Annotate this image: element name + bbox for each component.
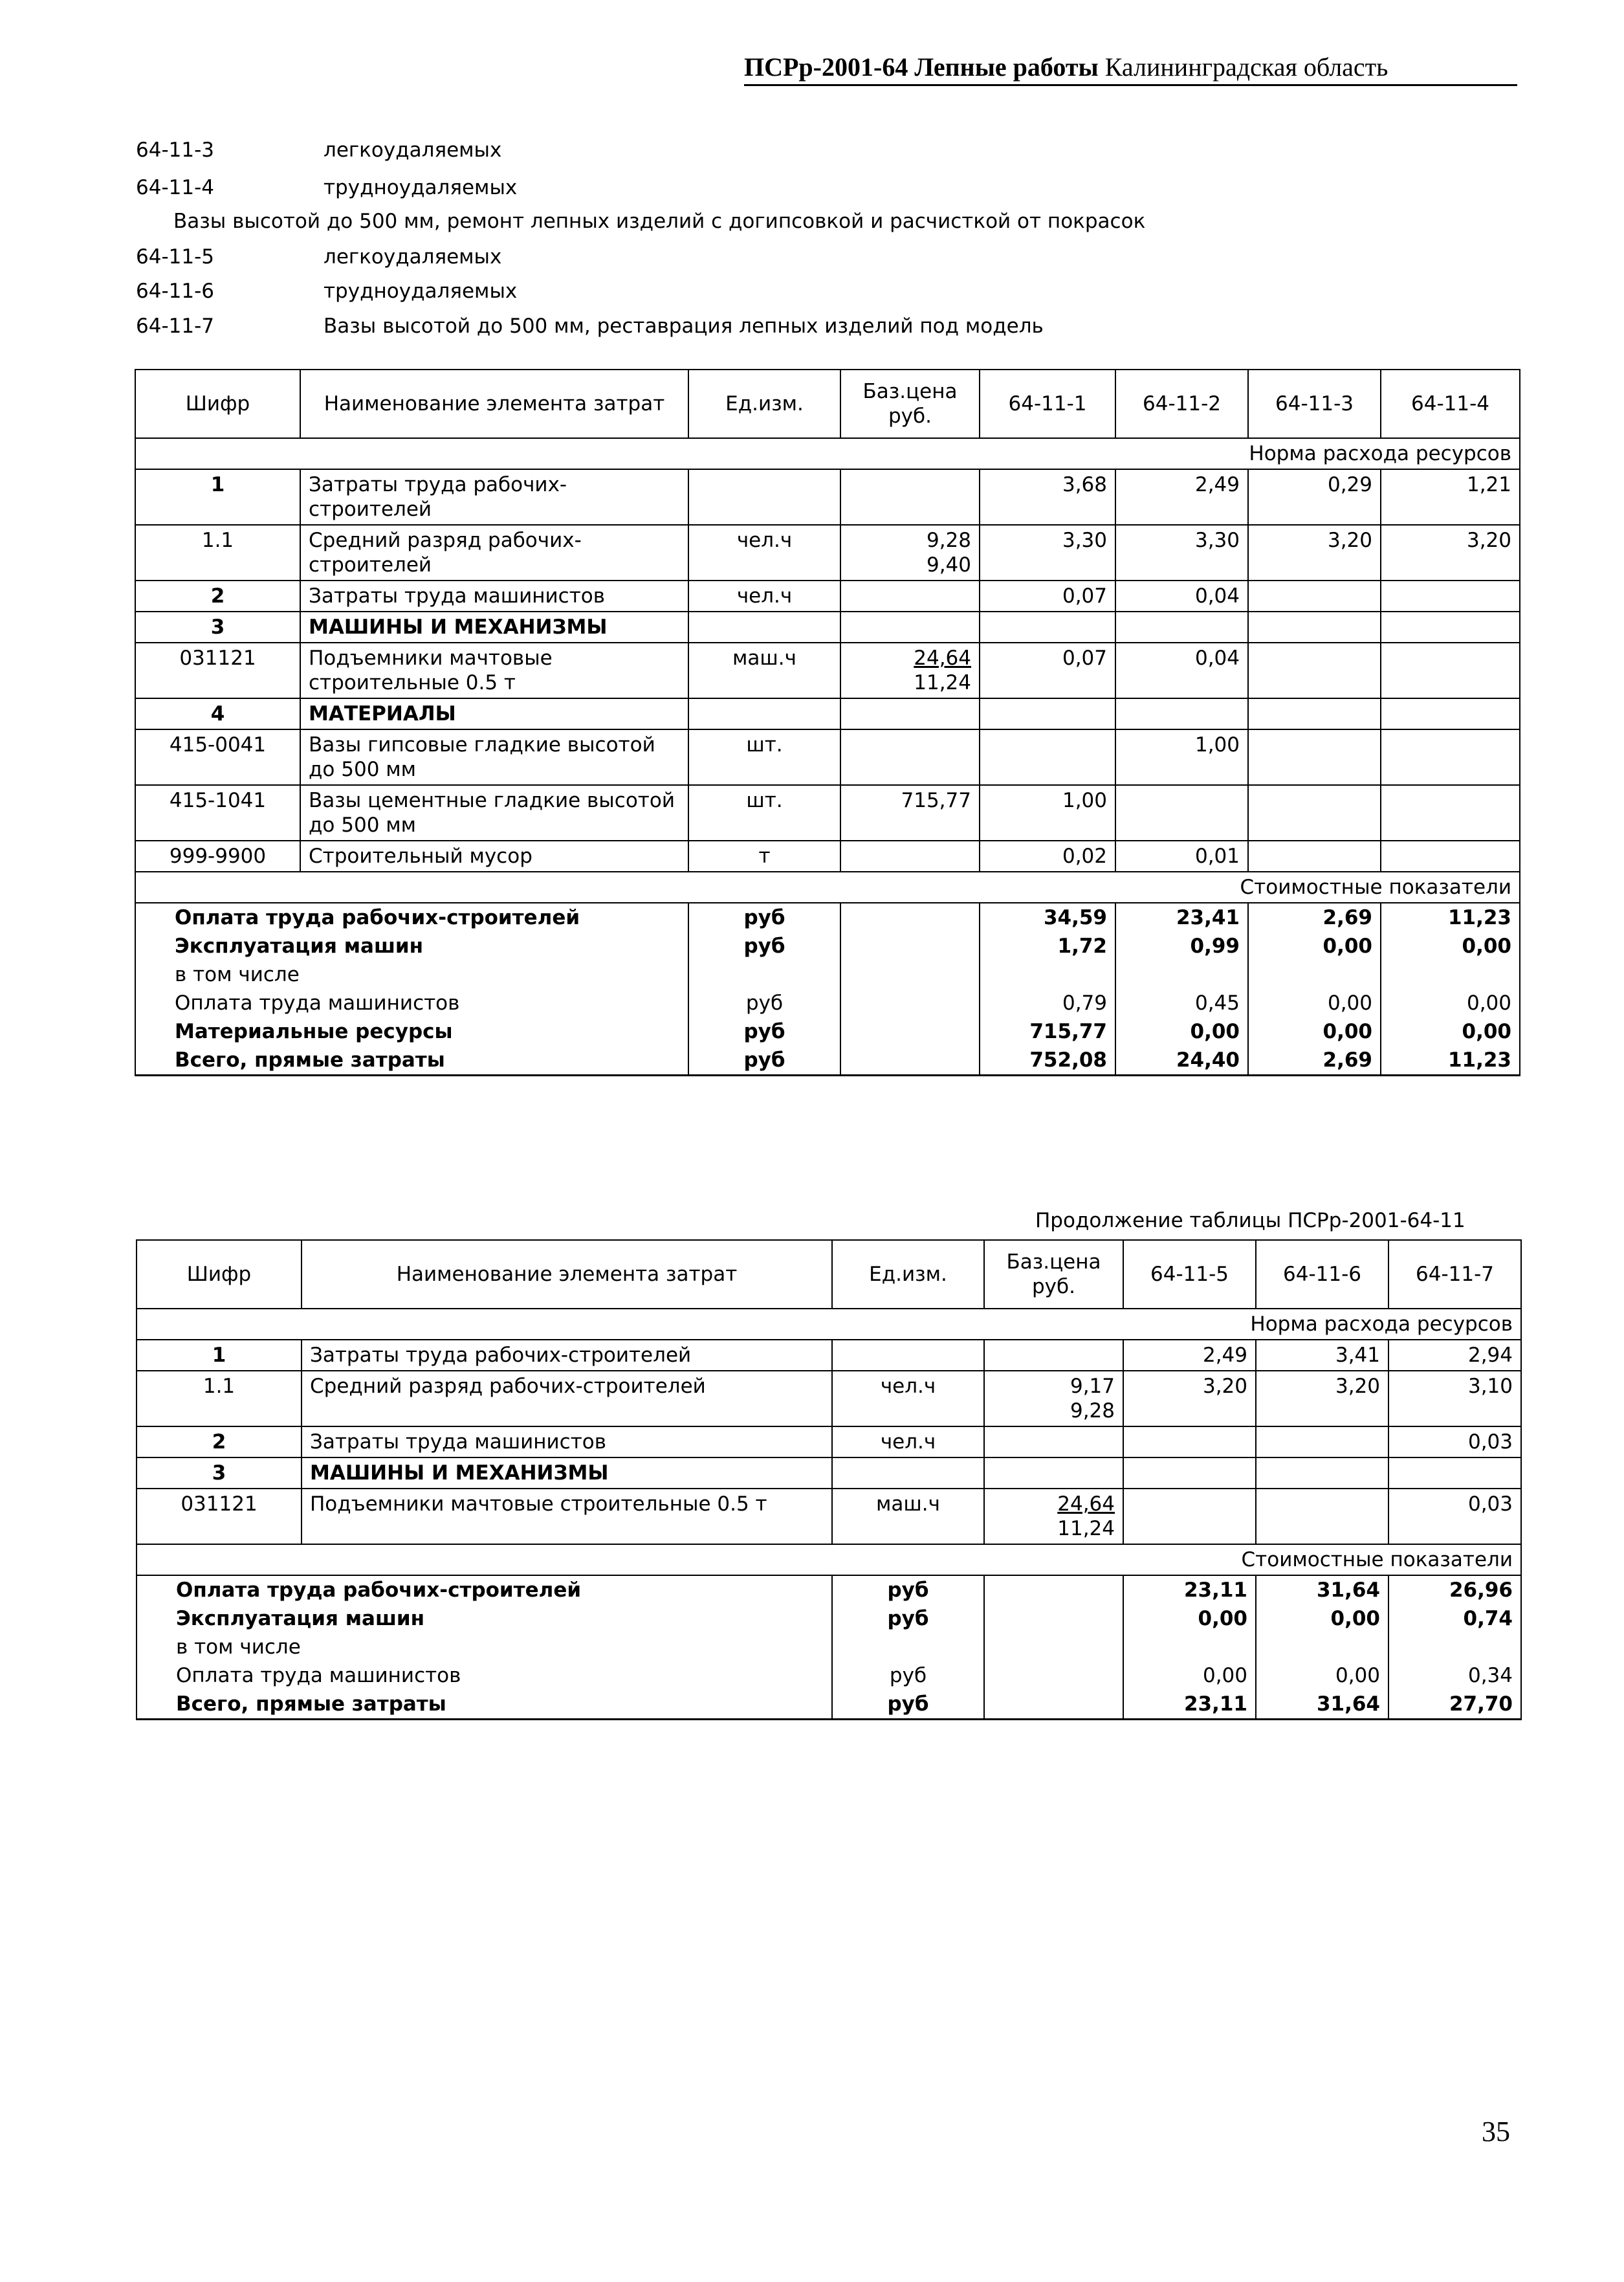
- norm-value: [980, 841, 1115, 872]
- row-unit: т: [688, 841, 840, 872]
- norm-value: [1381, 612, 1520, 643]
- totals-value: 0,00: [1248, 1017, 1381, 1046]
- totals-value: 1,72: [980, 932, 1115, 960]
- totals-unit: руб: [688, 1046, 840, 1076]
- norm-value: [1123, 1371, 1256, 1426]
- row-code: 1.1: [135, 525, 300, 581]
- totals-price: [984, 1604, 1123, 1633]
- row-code: 3: [137, 1457, 302, 1489]
- row-unit: шт.: [688, 785, 840, 841]
- resource-table-1: [135, 369, 1520, 1076]
- norm-value: [1381, 785, 1520, 841]
- row-unit: чел.ч: [688, 581, 840, 612]
- norm-value-main: 0,01: [1194, 845, 1240, 868]
- totals-price: [840, 1046, 980, 1076]
- totals-price: [840, 903, 980, 932]
- totals-label: в том числе: [135, 960, 688, 989]
- resource-table-2: [136, 1239, 1522, 1720]
- price-value: 9,17: [1070, 1375, 1115, 1398]
- table-row: [135, 643, 1520, 698]
- totals-label: Материальные ресурсы: [135, 1017, 688, 1046]
- intro-line: [173, 208, 1145, 234]
- totals-value: 0,00: [1123, 1661, 1256, 1690]
- norm-value: [1248, 525, 1381, 581]
- norm-value: [980, 525, 1115, 581]
- totals-label: Эксплуатация машин: [135, 932, 688, 960]
- totals-price: [840, 1017, 980, 1046]
- norm-title: Норма расхода ресурсов: [135, 438, 1520, 469]
- row-price: [840, 525, 980, 581]
- row-name: Затраты труда машинистов: [300, 581, 688, 612]
- totals-value: 23,11: [1123, 1690, 1256, 1720]
- row-code: 1: [135, 469, 300, 525]
- totals-value: 0,00: [1248, 989, 1381, 1017]
- row-unit: шт.: [688, 729, 840, 785]
- totals-value: 2,69: [1248, 1046, 1381, 1076]
- column-header: Ед.изм.: [688, 370, 840, 438]
- norm-value-main: 2,49: [1194, 473, 1240, 496]
- norm-value: [1248, 469, 1381, 525]
- norm-value-main: 1,21: [1466, 473, 1511, 496]
- totals-label: Оплата труда машинистов: [137, 1661, 832, 1690]
- column-header: Баз.цена руб.: [840, 370, 980, 438]
- norm-value: [1115, 643, 1248, 698]
- totals-value: 0,00: [1115, 1017, 1248, 1046]
- norm-value: [1123, 1489, 1256, 1544]
- row-name: МАТЕРИАЛЫ: [300, 698, 688, 729]
- totals-label: Эксплуатация машин: [137, 1604, 832, 1633]
- totals-label: Всего, прямые затраты: [135, 1046, 688, 1076]
- norm-value-main: 0,07: [1062, 647, 1107, 670]
- intro-text: легкоудаляемых: [324, 245, 502, 269]
- row-code: 1.1: [137, 1371, 302, 1426]
- row-code: 415-1041: [135, 785, 300, 841]
- norm-value-2: 3,30: [1062, 529, 1107, 552]
- norm-value-main: 3,68: [1062, 473, 1107, 496]
- row-code: 2: [135, 581, 300, 612]
- totals-value: 23,11: [1123, 1575, 1256, 1604]
- table-row: [137, 1371, 1521, 1426]
- norm-value: [1381, 581, 1520, 612]
- row-price: [840, 841, 980, 872]
- intro-code: 64-11-4: [136, 176, 214, 199]
- norm-value: [980, 785, 1115, 841]
- row-price: [984, 1489, 1123, 1544]
- norm-value: [1388, 1340, 1521, 1371]
- totals-value: 2,69: [1248, 903, 1381, 932]
- totals-unit: руб: [832, 1575, 984, 1604]
- totals-value: 0,99: [1115, 932, 1248, 960]
- norm-value: [1115, 525, 1248, 581]
- column-header: 64-11-5: [1123, 1240, 1256, 1309]
- row-name: Затраты труда рабочих-строителей: [300, 469, 688, 525]
- table-row: [135, 729, 1520, 785]
- row-name: Затраты труда рабочих-строителей: [302, 1340, 832, 1371]
- intro-line: [136, 137, 501, 163]
- norm-value: [1381, 469, 1520, 525]
- totals-value: 752,08: [980, 1046, 1115, 1076]
- row-price: [840, 612, 980, 643]
- row-unit: чел.ч: [832, 1371, 984, 1426]
- intro-text: Вазы высотой до 500 мм, реставрация лепных изделий под модель: [324, 315, 1044, 338]
- totals-row: [135, 960, 1520, 989]
- totals-value: 0,00: [1123, 1604, 1256, 1633]
- totals-value: 0,00: [1381, 932, 1520, 960]
- totals-unit: руб: [832, 1690, 984, 1720]
- intro-line: [136, 278, 517, 304]
- header-row: [137, 1240, 1521, 1309]
- row-unit: чел.ч: [832, 1426, 984, 1457]
- column-header: 64-11-3: [1248, 370, 1381, 438]
- table-row: [135, 612, 1520, 643]
- row-price: [984, 1371, 1123, 1426]
- column-header: Шифр: [135, 370, 300, 438]
- norm-value-main: 2,94: [1467, 1344, 1513, 1367]
- intro-text: легкоудаляемых: [324, 138, 502, 162]
- row-name: Затраты труда машинистов: [302, 1426, 832, 1457]
- norm-value-main: 3,41: [1335, 1344, 1380, 1367]
- norm-value-2: 3,30: [1194, 529, 1240, 552]
- norm-value: [1248, 729, 1381, 785]
- intro-code: 64-11-7: [136, 315, 214, 338]
- norm-value-main: 2,49: [1202, 1344, 1247, 1367]
- totals-value: 24,40: [1115, 1046, 1248, 1076]
- norm-value: [1115, 612, 1248, 643]
- row-code: 1: [137, 1340, 302, 1371]
- row-price: [840, 729, 980, 785]
- norm-value: [1256, 1340, 1388, 1371]
- table-row: [137, 1489, 1521, 1544]
- totals-row: [135, 1017, 1520, 1046]
- totals-unit: руб: [688, 1017, 840, 1046]
- row-price: [840, 785, 980, 841]
- section-title-row: [137, 1544, 1521, 1575]
- row-unit: [688, 698, 840, 729]
- intro-text: трудноудаляемых: [324, 280, 518, 303]
- norm-value: [980, 469, 1115, 525]
- row-unit: маш.ч: [688, 643, 840, 698]
- norm-value: [1248, 643, 1381, 698]
- row-name: Вазы цементные гладкие высотой до 500 мм: [300, 785, 688, 841]
- table-row: [135, 525, 1520, 581]
- row-price: [984, 1457, 1123, 1489]
- row-unit: маш.ч: [832, 1489, 984, 1544]
- norm-value: [1123, 1340, 1256, 1371]
- row-unit: чел.ч: [688, 525, 840, 581]
- intro-code: 64-11-6: [136, 280, 214, 303]
- table-row: [135, 581, 1520, 612]
- norm-value: [1115, 729, 1248, 785]
- row-name: Подъемники мачтовые строительные 0.5 т: [300, 643, 688, 698]
- totals-price: [840, 960, 980, 989]
- totals-label: в том числе: [137, 1633, 832, 1661]
- norm-value-main: 0,03: [1467, 1492, 1513, 1516]
- totals-value: 11,23: [1381, 1046, 1520, 1076]
- norm-value: [1256, 1371, 1388, 1426]
- section-title-row: [135, 872, 1520, 903]
- totals-value: 0,00: [1248, 932, 1381, 960]
- norm-value: [1388, 1371, 1521, 1426]
- norm-value: [1123, 1426, 1256, 1457]
- price-value-2: 9,28: [1070, 1399, 1115, 1423]
- totals-label: Всего, прямые затраты: [137, 1690, 832, 1720]
- price-value-2: 11,24: [1057, 1517, 1115, 1540]
- norm-value-main: 0,03: [1467, 1430, 1513, 1454]
- totals-price: [984, 1690, 1123, 1720]
- totals-value: 11,23: [1381, 903, 1520, 932]
- norm-value: [980, 729, 1115, 785]
- totals-price: [984, 1575, 1123, 1604]
- totals-value: 0,00: [1256, 1661, 1388, 1690]
- price-value: 715,77: [901, 789, 971, 812]
- norm-value: [1123, 1457, 1256, 1489]
- norm-value: [1381, 698, 1520, 729]
- totals-value: 715,77: [980, 1017, 1115, 1046]
- table-row: [135, 785, 1520, 841]
- row-code: 415-0041: [135, 729, 300, 785]
- row-name: Подъемники мачтовые строительные 0.5 т: [302, 1489, 832, 1544]
- norm-value-2: 3,20: [1335, 1375, 1380, 1398]
- table-row: [137, 1340, 1521, 1371]
- totals-row: [137, 1575, 1521, 1604]
- column-header: Наименование элемента затрат: [302, 1240, 832, 1309]
- norm-value: [980, 581, 1115, 612]
- intro-text: трудноудаляемых: [324, 176, 518, 199]
- price-value-2: 9,40: [926, 553, 971, 577]
- totals-price: [840, 989, 980, 1017]
- totals-value: 31,64: [1256, 1690, 1388, 1720]
- norm-value: [980, 612, 1115, 643]
- totals-row: [135, 932, 1520, 960]
- row-unit: [688, 469, 840, 525]
- totals-value: 0,00: [1256, 1604, 1388, 1633]
- totals-value: 34,59: [980, 903, 1115, 932]
- totals-value: 0,34: [1388, 1661, 1521, 1690]
- totals-row: [135, 903, 1520, 932]
- norm-value-main: 0,04: [1194, 584, 1240, 608]
- table-row: [135, 698, 1520, 729]
- row-price: [984, 1426, 1123, 1457]
- norm-value-main: 1,00: [1194, 733, 1240, 757]
- row-name: МАШИНЫ И МЕХАНИЗМЫ: [300, 612, 688, 643]
- norm-value: [1115, 785, 1248, 841]
- norm-value-main: 0,07: [1062, 584, 1107, 608]
- totals-unit: руб: [832, 1604, 984, 1633]
- norm-value: [1248, 581, 1381, 612]
- norm-value: [1248, 841, 1381, 872]
- totals-value: 0,74: [1388, 1604, 1521, 1633]
- totals-price: [984, 1633, 1123, 1661]
- row-code: 2: [137, 1426, 302, 1457]
- totals-value: [1381, 960, 1520, 989]
- row-name: МАШИНЫ И МЕХАНИЗМЫ: [302, 1457, 832, 1489]
- totals-label: Оплата труда рабочих-строителей: [137, 1575, 832, 1604]
- row-code: 3: [135, 612, 300, 643]
- table-row: [135, 469, 1520, 525]
- totals-value: [1123, 1633, 1256, 1661]
- intro-line: [136, 175, 517, 201]
- totals-price: [840, 932, 980, 960]
- norm-value-main: 3,20: [1327, 529, 1372, 552]
- row-price: [840, 643, 980, 698]
- norm-value: [1248, 698, 1381, 729]
- column-header: 64-11-4: [1381, 370, 1520, 438]
- norm-value: [1388, 1457, 1521, 1489]
- totals-unit: руб: [688, 903, 840, 932]
- norm-value: [1115, 841, 1248, 872]
- totals-value: 26,96: [1388, 1575, 1521, 1604]
- row-price: [840, 469, 980, 525]
- row-unit: [832, 1340, 984, 1371]
- totals-value: 0,45: [1115, 989, 1248, 1017]
- price-value: 24,64: [914, 647, 971, 670]
- row-price: [984, 1340, 1123, 1371]
- totals-row: [137, 1661, 1521, 1690]
- row-name: Строительный мусор: [300, 841, 688, 872]
- totals-value: 0,79: [980, 989, 1115, 1017]
- totals-value: 31,64: [1256, 1575, 1388, 1604]
- totals-value: [1115, 960, 1248, 989]
- totals-value: 0,00: [1381, 989, 1520, 1017]
- row-name: Средний разряд рабочих-строителей: [300, 525, 688, 581]
- column-header: 64-11-6: [1256, 1240, 1388, 1309]
- totals-unit: руб: [832, 1661, 984, 1690]
- norm-title: Норма расхода ресурсов: [137, 1309, 1521, 1340]
- header-row: [135, 370, 1520, 438]
- norm-value: [1115, 581, 1248, 612]
- norm-value-main: 0,04: [1194, 647, 1240, 670]
- totals-unit: руб: [688, 989, 840, 1017]
- row-price: [840, 581, 980, 612]
- row-price: [840, 698, 980, 729]
- totals-price: [984, 1661, 1123, 1690]
- row-unit: [688, 612, 840, 643]
- row-unit: [832, 1457, 984, 1489]
- totals-value: [1248, 960, 1381, 989]
- totals-value: 0,00: [1381, 1017, 1520, 1046]
- norm-value: [1256, 1457, 1388, 1489]
- section-title-row: [137, 1309, 1521, 1340]
- cost-title: Стоимостные показатели: [137, 1544, 1521, 1575]
- price-value: 9,28: [926, 529, 971, 552]
- norm-value: [1248, 785, 1381, 841]
- table-row: [137, 1426, 1521, 1457]
- norm-value-main: 3,20: [1466, 529, 1511, 552]
- norm-value: [980, 643, 1115, 698]
- continuation-note: Продолжение таблицы ПСРр-2001-64-11: [1035, 1209, 1465, 1232]
- table-row: [137, 1457, 1521, 1489]
- intro-code: 64-11-5: [136, 245, 214, 269]
- norm-value: [1381, 525, 1520, 581]
- row-code: 4: [135, 698, 300, 729]
- norm-value: [1115, 469, 1248, 525]
- norm-value-main: 3,10: [1467, 1375, 1513, 1398]
- norm-value-2: 3,20: [1202, 1375, 1247, 1398]
- totals-label: Оплата труда машинистов: [135, 989, 688, 1017]
- totals-unit: [688, 960, 840, 989]
- totals-value: 23,41: [1115, 903, 1248, 932]
- totals-row: [135, 1046, 1520, 1076]
- column-header: Наименование элемента затрат: [300, 370, 688, 438]
- column-header: Ед.изм.: [832, 1240, 984, 1309]
- header-region: Калининградская область: [1104, 52, 1388, 82]
- totals-unit: руб: [688, 932, 840, 960]
- norm-value: [1381, 729, 1520, 785]
- norm-value: [1388, 1426, 1521, 1457]
- totals-value: [1388, 1633, 1521, 1661]
- norm-value: [1381, 841, 1520, 872]
- intro-code: 64-11-3: [136, 138, 214, 162]
- row-code: 031121: [135, 643, 300, 698]
- section-title-row: [135, 438, 1520, 469]
- price-value: 24,64: [1057, 1492, 1115, 1516]
- norm-value: [1256, 1426, 1388, 1457]
- totals-row: [137, 1604, 1521, 1633]
- totals-label: Оплата труда рабочих-строителей: [135, 903, 688, 932]
- column-header: 64-11-1: [980, 370, 1115, 438]
- totals-row: [135, 989, 1520, 1017]
- column-header: 64-11-2: [1115, 370, 1248, 438]
- norm-value: [1248, 612, 1381, 643]
- norm-value: [1115, 698, 1248, 729]
- norm-value-main: 1,00: [1062, 789, 1107, 812]
- column-header: 64-11-7: [1388, 1240, 1521, 1309]
- totals-row: [137, 1633, 1521, 1661]
- row-code: 031121: [137, 1489, 302, 1544]
- intro-line: [136, 244, 501, 270]
- norm-value: [1381, 643, 1520, 698]
- totals-unit: [832, 1633, 984, 1661]
- totals-value: [980, 960, 1115, 989]
- cost-title: Стоимостные показатели: [135, 872, 1520, 903]
- intro-text: Вазы высотой до 500 мм, ремонт лепных изделий с догипсовкой и расчисткой от покрасок: [173, 210, 1146, 233]
- price-value-2: 11,24: [914, 671, 971, 694]
- row-name: Вазы гипсовые гладкие высотой до 500 мм: [300, 729, 688, 785]
- norm-value-main: 0,29: [1327, 473, 1372, 496]
- norm-value: [980, 698, 1115, 729]
- totals-row: [137, 1690, 1521, 1720]
- page-header: [744, 50, 1517, 86]
- norm-value: [1388, 1489, 1521, 1544]
- table-row: [135, 841, 1520, 872]
- norm-value-main: 0,02: [1062, 845, 1107, 868]
- column-header: Баз.цена руб.: [984, 1240, 1123, 1309]
- row-code: 999-9900: [135, 841, 300, 872]
- totals-value: 27,70: [1388, 1690, 1521, 1720]
- header-code: ПСРр-2001-64 Лепные работы: [744, 52, 1099, 82]
- page-number: 35: [1482, 2116, 1510, 2147]
- intro-line: [136, 313, 1044, 339]
- column-header: Шифр: [137, 1240, 302, 1309]
- row-name: Средний разряд рабочих-строителей: [302, 1371, 832, 1426]
- totals-value: [1256, 1633, 1388, 1661]
- norm-value: [1256, 1489, 1388, 1544]
